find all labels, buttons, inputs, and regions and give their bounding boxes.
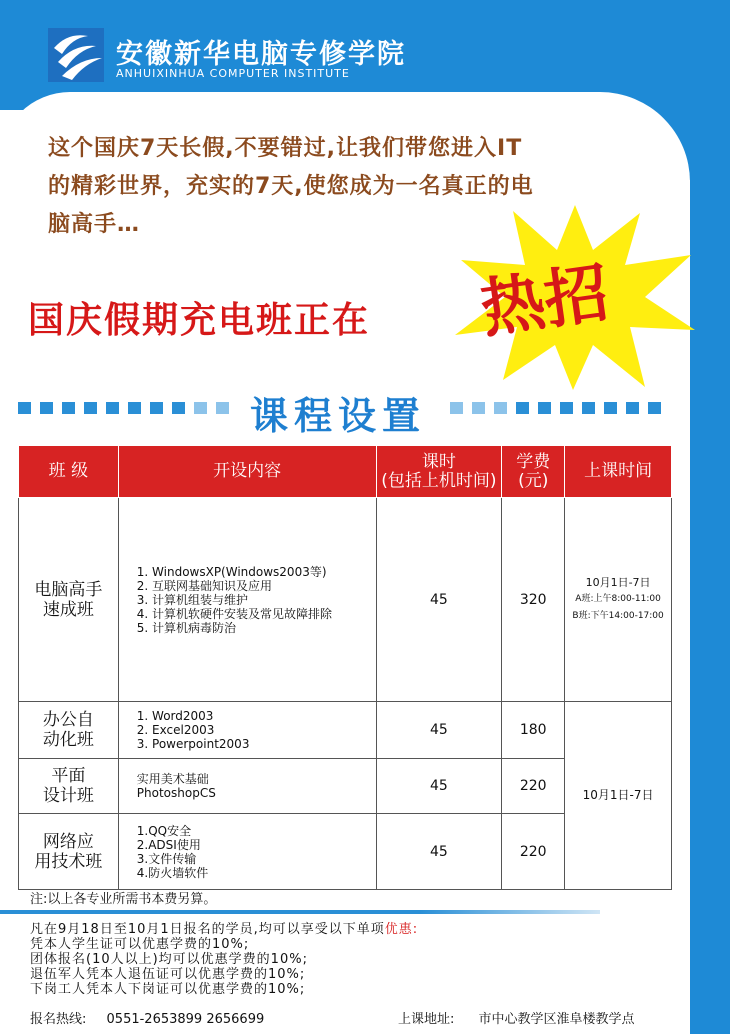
course-fee: 180 <box>502 702 565 759</box>
offer-item: 团体报名(10人以上)均可以优惠学费的10%; <box>30 952 308 967</box>
address <box>398 1008 635 1027</box>
header-class: 班 级 <box>19 446 119 498</box>
class-time: 10月1日-7日 A班:上午8:00-11:00 B班:下午14:00-17:00 <box>565 498 672 702</box>
course-table <box>18 445 672 890</box>
offer-item: 下岗工人凭本人下岗证可以优惠学费的10%; <box>30 982 306 997</box>
divider-band-fade <box>420 910 600 914</box>
xinhua-logo-icon <box>48 28 104 82</box>
address-label: 上课地址: <box>398 1012 455 1027</box>
class-name: 网络应 用技术班 <box>19 814 119 890</box>
discount-offers <box>30 922 418 997</box>
course-hours: 45 <box>376 702 502 759</box>
table-header-row <box>19 446 672 498</box>
school-name-english: ANHUIXINHUA COMPUTER INSTITUTE <box>116 67 350 80</box>
table-row <box>19 702 672 759</box>
course-content: 1. WindowsXP(Windows2003等) 2. 互联网基础知识及应用 3. 计算机组装与维护 4. 计算机软硬件安装及常见故障排除 5. 计算机病毒防治 <box>118 498 376 702</box>
course-fee: 220 <box>502 814 565 890</box>
class-name: 电脑高手 速成班 <box>19 498 119 702</box>
intro-line: 脑高手… <box>48 212 141 237</box>
course-fee: 320 <box>502 498 565 702</box>
hotline-number: 0551-2653899 2656699 <box>106 1012 265 1027</box>
course-content: 1.QQ安全 2.ADSI使用 3.文件传输 4.防火墙软件 <box>118 814 376 890</box>
intro-line: 这个国庆7天长假,不要错过,让我们带您进入IT <box>48 136 523 161</box>
class-name: 平面 设计班 <box>19 759 119 814</box>
course-title: 课程设置 <box>250 394 427 438</box>
offer-item: 凭本人学生证可以优惠学费的10%; <box>30 937 250 952</box>
decorative-dashes-right <box>450 402 661 414</box>
table-row <box>19 498 672 702</box>
course-content: 实用美术基础 PhotoshopCS <box>118 759 376 814</box>
offer-item: 退伍军人凭本人退伍证可以优惠学费的10%; <box>30 967 306 982</box>
offer-intro: 凡在9月18日至10月1日报名的学员,均可以享受以下单项优惠: <box>30 922 419 937</box>
shared-class-time: 10月1日-7日 <box>565 702 672 890</box>
offer-highlight: 优惠: <box>384 922 419 937</box>
school-name: 安徽新华电脑专修学院 <box>116 39 406 70</box>
header-content: 开设内容 <box>118 446 376 498</box>
header-fee: 学费 (元) <box>502 446 565 498</box>
address-value: 市中心教学区淮阜楼教学点 <box>478 1012 635 1027</box>
hot-recruiting-text: 热招 <box>476 255 614 348</box>
class-name: 办公自 动化班 <box>19 702 119 759</box>
course-hours: 45 <box>376 498 502 702</box>
hotline <box>30 1008 264 1027</box>
course-hours: 45 <box>376 814 502 890</box>
intro-line: 的精彩世界，充实的7天,使您成为一名真正的电 <box>48 174 534 199</box>
book-fee-note: 注:以上各专业所需书本费另算。 <box>30 892 217 907</box>
header-time: 上课时间 <box>565 446 672 498</box>
course-content: 1. Word2003 2. Excel2003 3. Powerpoint2003 <box>118 702 376 759</box>
course-fee: 220 <box>502 759 565 814</box>
decorative-dashes-left <box>18 402 229 414</box>
headline: 国庆假期充电班正在 <box>28 300 371 341</box>
course-hours: 45 <box>376 759 502 814</box>
hotline-label: 报名热线: <box>30 1012 87 1027</box>
header-hours: 课时 (包括上机时间) <box>376 446 502 498</box>
